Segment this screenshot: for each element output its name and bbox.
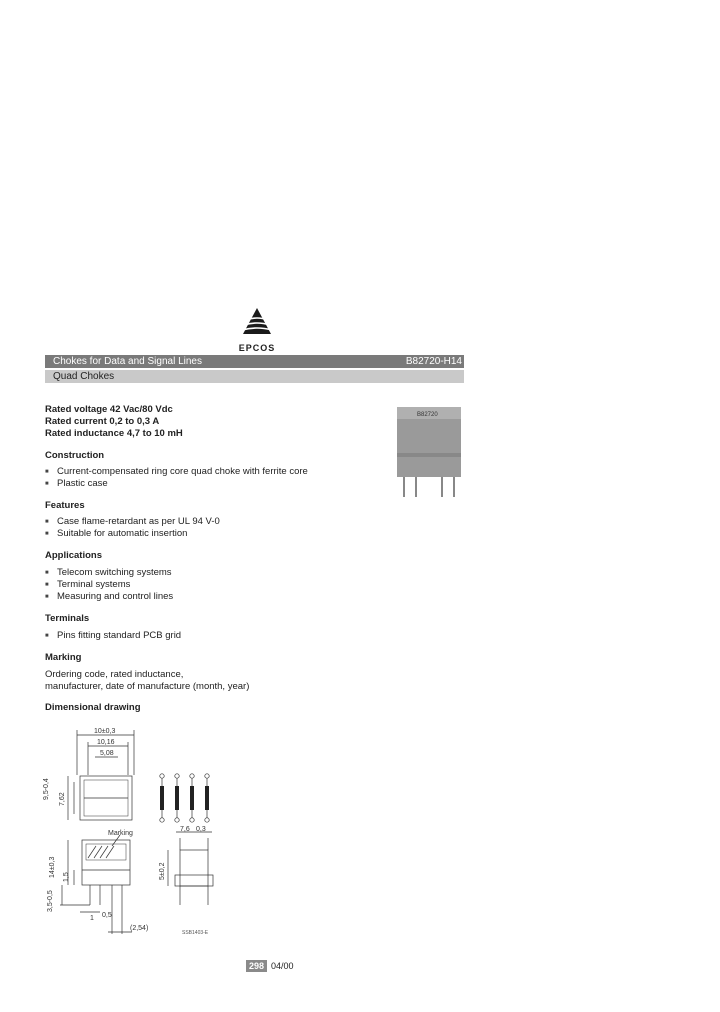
rating-inductance: Rated inductance 4,7 to 10 mH xyxy=(45,428,183,439)
marking-label: Marking xyxy=(108,830,133,837)
marking-heading: Marking xyxy=(45,652,82,663)
bullet-icon: ■ xyxy=(45,468,49,475)
dim-2-54: (2,54) xyxy=(130,925,149,932)
brand-name: EPCOS xyxy=(238,343,276,353)
dim-9-5: 9,5-0,4 xyxy=(43,778,50,800)
dimensional-drawing xyxy=(40,720,240,945)
construction-heading: Construction xyxy=(45,450,105,461)
features-heading: Features xyxy=(45,500,85,511)
list-item xyxy=(45,630,181,641)
list-item-text: Telecom switching systems xyxy=(57,567,172,578)
bullet-icon: ■ xyxy=(45,480,49,487)
epcos-logo-icon xyxy=(232,306,282,336)
bullet-icon: ■ xyxy=(45,518,49,525)
subcategory-title: Quad Chokes xyxy=(53,371,115,382)
category-bar xyxy=(45,355,464,368)
list-item xyxy=(45,567,172,578)
epcos-logo xyxy=(232,306,282,353)
category-title: Chokes for Data and Signal Lines xyxy=(53,356,202,367)
page-date: 04/00 xyxy=(271,961,294,971)
product-photo xyxy=(395,405,465,505)
list-item xyxy=(45,528,187,539)
dim-0-3: 0,3 xyxy=(196,826,206,833)
part-number: B82720-H14 xyxy=(405,356,462,367)
dim-7-6: 7,6 xyxy=(180,826,190,833)
subcategory-bar xyxy=(45,370,464,383)
list-item-text: Terminal systems xyxy=(57,579,131,590)
list-item-text: Suitable for automatic insertion xyxy=(57,528,188,539)
list-item xyxy=(45,579,130,590)
page-footer xyxy=(246,960,294,972)
rating-voltage: Rated voltage 42 Vac/80 Vdc xyxy=(45,404,173,415)
list-item xyxy=(45,466,308,477)
applications-heading: Applications xyxy=(45,550,103,561)
dim-5: 5±0,2 xyxy=(159,862,166,880)
list-item-text: Pins fitting standard PCB grid xyxy=(57,630,182,641)
drawing-svg xyxy=(40,720,240,940)
list-item xyxy=(45,591,173,602)
bullet-icon: ■ xyxy=(45,581,49,588)
dim-10: 10±0,3 xyxy=(94,728,116,735)
terminals-heading: Terminals xyxy=(45,613,90,624)
dim-1-5: 1,5 xyxy=(63,872,70,882)
quad-choke-image xyxy=(395,405,465,500)
dim-3-5: 3,5-0,5 xyxy=(47,890,54,912)
dim-7-62: 7,62 xyxy=(59,792,66,806)
marking-text-line: manufacturer, date of manufacture (month, year) xyxy=(45,681,250,692)
dim-0-5: 0,5 xyxy=(102,912,112,919)
list-item xyxy=(45,516,220,527)
bullet-icon: ■ xyxy=(45,632,49,639)
dim-5-08: 5,08 xyxy=(100,750,114,757)
component-label: B82720 xyxy=(417,412,438,418)
list-item-text: Measuring and control lines xyxy=(57,591,174,602)
dim-14: 14±0,3 xyxy=(49,856,56,878)
dim-10-16: 10,16 xyxy=(97,739,115,746)
list-item-text: Current-compensated ring core quad choke with ferrite core xyxy=(57,466,308,477)
page-number: 298 xyxy=(246,960,267,972)
bullet-icon: ■ xyxy=(45,569,49,576)
list-item-text: Case flame-retardant as per UL 94 V-0 xyxy=(57,516,220,527)
list-item-text: Plastic case xyxy=(57,478,108,489)
list-item xyxy=(45,478,108,489)
bullet-icon: ■ xyxy=(45,593,49,600)
marking-text-line: Ordering code, rated inductance, xyxy=(45,669,184,680)
bullet-icon: ■ xyxy=(45,530,49,537)
drawing-heading: Dimensional drawing xyxy=(45,702,141,713)
rating-current: Rated current 0,2 to 0,3 A xyxy=(45,416,160,427)
drawing-code: SSB1403-E xyxy=(182,930,209,936)
dim-1: 1 xyxy=(90,915,94,922)
